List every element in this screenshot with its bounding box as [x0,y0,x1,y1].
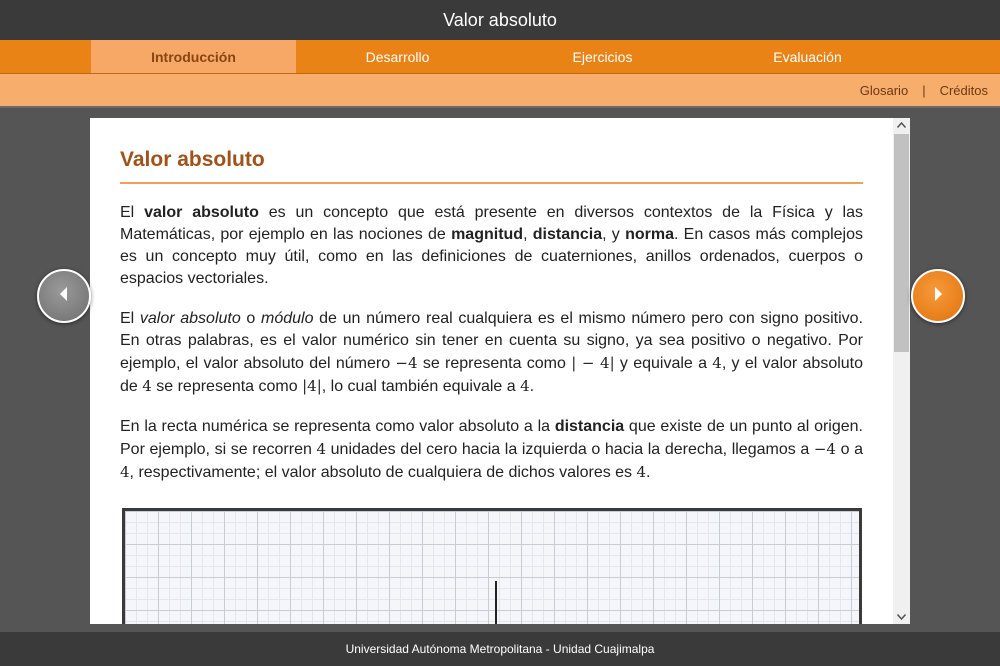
tab-ejercicios[interactable] [500,40,705,73]
glosario-link[interactable]: Glosario [859,82,909,98]
paragraph-number-line [120,416,863,484]
text: de un número real cualquiera es el mismo número pero con signo positivo. En otras palabras, es el valor numérico sin tener en cuenta su signo, ya sea positivo o negativo. Por ejemplo, el valor absoluto del número [120,310,864,372]
math-expression: −4 [395,354,418,372]
math-expression: | − 4| [571,354,615,372]
tab-label: Ejercicios [572,48,633,65]
next-page-button[interactable] [911,269,965,323]
page-title: Valor absoluto [120,148,863,184]
content-scrollbar[interactable] [893,118,910,624]
math-expression: 4 [636,463,647,481]
text: . [529,378,535,395]
number-line-graphic [122,508,862,624]
text: que existe de un punto al origen. Por ejemplo, si se recorren [120,418,863,458]
main-nav [0,40,1000,74]
text: se representa como [417,355,572,372]
text: . [646,464,651,481]
math-expression: 4 [316,440,327,458]
math-expression: |4| [302,377,322,395]
text: unidades del cero hacia la izquierda o hacia la derecha, llegamos a [326,441,814,458]
term-distancia: distancia [532,226,603,243]
previous-page-button[interactable] [37,269,91,323]
content-body [120,118,863,484]
link-separator: | [922,82,926,98]
app-title: Valor absoluto [443,9,557,30]
text: El [120,310,140,327]
tab-evaluacion[interactable] [705,40,910,73]
tab-label: Evaluación [773,48,842,65]
term-distancia: distancia [554,418,625,435]
text: , y [602,226,626,243]
caret-down-icon[interactable] [893,610,910,624]
chevron-right-icon [929,285,947,308]
paragraph-definition [120,308,863,398]
footer [0,632,1000,666]
term-norma: norma [625,226,674,243]
math-expression: 4 [120,463,130,481]
term-valor-absoluto: valor absoluto [139,310,241,327]
text: . En casos más complejos es un concepto muy útil, como en las definiciones de cuaterniones, anillos ordenados, cuerpos o espacios vectoriales. [120,226,863,287]
caret-up-icon[interactable] [893,118,910,132]
text: , y el valor absoluto de [120,355,864,395]
text: se representa como [151,378,303,395]
text: y equivale a [614,355,713,372]
tab-label: Introducción [151,48,236,65]
chevron-left-icon [55,285,73,308]
text: En la recta numérica se representa como valor absoluto a la [120,418,555,435]
text: , [523,226,533,243]
footer-text: Universidad Autónoma Metropolitana - Unidad Cuajimalpa [345,642,655,656]
content-panel [90,118,910,624]
tab-label: Desarrollo [365,48,430,65]
text: o [240,310,261,327]
math-expression: 4 [520,377,530,395]
text: o a [835,441,864,458]
scroll-thumb[interactable] [894,134,909,352]
paragraph-intro [120,202,863,290]
creditos-link[interactable]: Créditos [939,82,988,98]
text: es un concepto que está presente en diversos contextos de la Física y las Matemáticas, por ejemplo en las nociones de [120,204,864,243]
text: El [120,204,145,221]
tab-desarrollo[interactable] [295,40,500,73]
term-modulo: módulo [261,310,314,327]
origin-mark [495,581,497,624]
text: , lo cual también equivale a [321,378,521,395]
app-title-bar [0,0,1000,40]
secondary-nav [0,74,1000,108]
text: , respectivamente; el valor absoluto de cualquiera de dichos valores es [129,464,637,481]
math-expression: −4 [813,440,836,458]
term-magnitud: magnitud [451,226,524,243]
secondary-links [860,74,988,106]
term-valor-absoluto: valor absoluto [144,204,259,221]
math-expression: 4 [142,377,152,395]
tab-introduccion[interactable] [91,40,296,73]
math-expression: 4 [712,354,722,372]
